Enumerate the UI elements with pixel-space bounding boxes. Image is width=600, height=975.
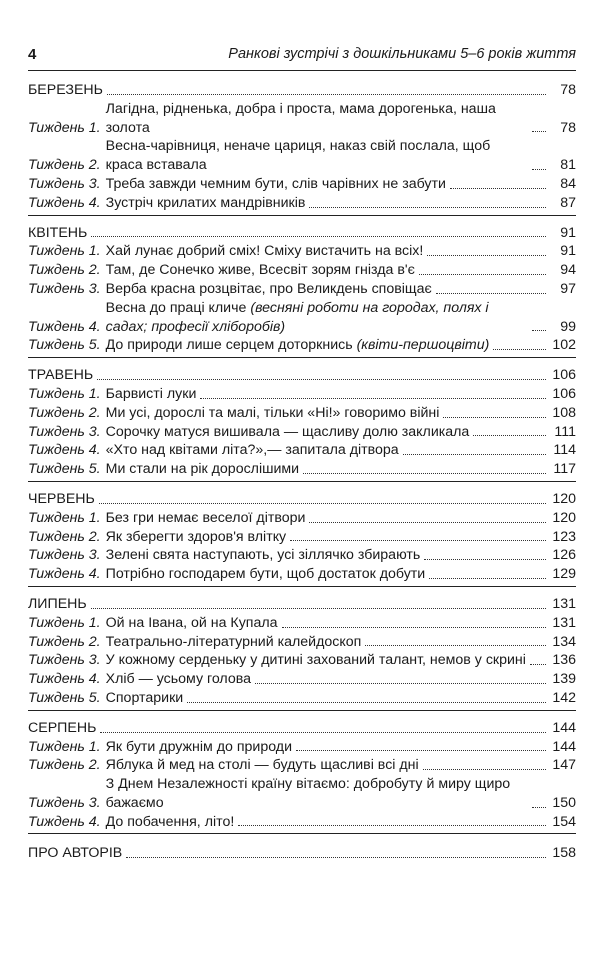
week-title-text: Лагідна, рідненька, добра і проста, мама дорогенька, наша золота: [105, 100, 496, 136]
dot-leader: [419, 274, 546, 275]
week-title: [106, 528, 287, 547]
page-ref: 147: [552, 757, 576, 774]
week-title-text: У кожному серденьку у дитині захований талант, немов у скрині: [105, 652, 526, 669]
page-ref: 106: [552, 367, 576, 384]
week-entry: [28, 689, 576, 708]
week-label: Тиждень 4.: [28, 671, 101, 688]
week-title-text: Ми усі, дорослі та малі, тільки «Ні!» говоримо війні: [105, 404, 440, 421]
week-entry: [28, 528, 576, 547]
week-entry: [28, 651, 576, 670]
week-entry: [28, 137, 576, 175]
week-title: [106, 441, 399, 460]
month-entry: [28, 490, 576, 509]
page-ref: 78: [560, 119, 576, 136]
page-ref: 139: [552, 671, 576, 688]
week-label: Тиждень 2.: [28, 262, 101, 279]
week-title-text: Треба завжди чемним бути, слів чарівних не забути: [105, 175, 446, 192]
week-title-text: Потрібно господарем бути, щоб достаток добути: [105, 566, 426, 583]
page-ref: 142: [552, 689, 576, 706]
week-title: [106, 299, 528, 337]
week-title-text: Барвисті луки: [105, 385, 197, 402]
running-title: Ранкові зустрічі з дошкільниками 5–6 років життя: [228, 46, 576, 62]
week-title-text: З Днем Незалежності країну вітаємо: добробуту й миру щиро бажаємо: [105, 776, 511, 811]
dot-leader: [187, 702, 546, 703]
dot-leader: [91, 236, 546, 237]
dot-leader: [365, 645, 546, 646]
week-entry: [28, 813, 576, 832]
page-header: [28, 40, 576, 71]
week-label: Тиждень 2.: [28, 157, 101, 174]
week-label: Тиждень 2.: [28, 757, 101, 774]
week-entry: [28, 423, 576, 442]
month-title: ТРАВЕНЬ: [28, 367, 94, 384]
dot-leader: [450, 188, 546, 189]
week-label: Тиждень 3.: [28, 423, 101, 440]
week-label: Тиждень 2.: [28, 528, 101, 545]
dot-leader: [100, 732, 546, 733]
authors-entry: [28, 844, 576, 863]
week-title: [106, 651, 526, 670]
week-entry: [28, 565, 576, 584]
week-entry: [28, 404, 576, 423]
week-label: Тиждень 4.: [28, 566, 101, 583]
page-ref: 126: [552, 547, 576, 564]
dot-leader: [97, 379, 546, 380]
week-entry: [28, 614, 576, 633]
month-entry: [28, 81, 576, 100]
authors-title: ПРО АВТОРІВ: [28, 845, 123, 862]
page-ref: 134: [552, 633, 576, 650]
week-title-text: До побачення, літо!: [105, 813, 235, 830]
week-title-text: Зустріч крилатих мандрівників: [105, 194, 306, 211]
week-title-text: Ми стали на рік дорослішими: [105, 461, 300, 478]
dot-leader: [309, 207, 546, 208]
week-label: Тиждень 3.: [28, 175, 101, 192]
week-label: Тиждень 1.: [28, 509, 101, 526]
page-ref: 144: [552, 719, 576, 736]
week-label: Тиждень 3.: [28, 652, 101, 669]
toc-section: [28, 490, 576, 587]
week-title: [106, 175, 446, 194]
week-entry: [28, 460, 576, 479]
week-label: Тиждень 5.: [28, 337, 101, 354]
page-ref: 91: [560, 243, 576, 260]
page-ref: 129: [552, 566, 576, 583]
week-title-text: Хай лунає добрий сміх! Сміху вистачить на всіх!: [105, 243, 424, 260]
dot-leader: [423, 769, 546, 770]
week-title-text: Весна до праці кличе: [105, 299, 247, 316]
week-title: [106, 614, 278, 633]
month-entry: [28, 719, 576, 738]
page-ref: 117: [553, 461, 576, 478]
week-entry: [28, 336, 576, 355]
page-ref: 91: [560, 224, 576, 241]
week-entry: [28, 242, 576, 261]
week-entry: [28, 385, 576, 404]
week-entry: [28, 509, 576, 528]
week-entry: [28, 194, 576, 213]
week-label: Тиждень 2.: [28, 633, 101, 650]
page-ref: 99: [560, 318, 576, 335]
page-ref: 150: [552, 794, 576, 811]
week-title-text: Як бути дружнім до природи: [105, 738, 293, 755]
week-label: Тиждень 1.: [28, 119, 101, 136]
week-entry: [28, 261, 576, 280]
page-ref: 123: [552, 528, 576, 545]
page-ref: 97: [560, 280, 576, 297]
week-title-note: (весняні роботи на городах, полях і садах; професії хліборобів): [105, 299, 489, 335]
week-entry: [28, 280, 576, 299]
week-entry: [28, 441, 576, 460]
week-title: [106, 100, 528, 138]
month-title: СЕРПЕНЬ: [28, 719, 97, 736]
month-entry: [28, 366, 576, 385]
week-title: [106, 633, 362, 652]
week-title-text: «Хто над квітами літа?»,— запитала дітвора: [105, 442, 399, 459]
week-title: [106, 261, 415, 280]
dot-leader: [532, 169, 546, 170]
week-title-text: Верба красна розцвітає, про Великдень сповіщає: [105, 280, 432, 297]
page-ref: 108: [552, 404, 576, 421]
page-ref: 136: [552, 652, 576, 669]
week-title-text: Весна-чарівниця, неначе цариця, наказ свій послала, щоб краса вставала: [105, 138, 491, 174]
page-number: 4: [28, 46, 37, 63]
dot-leader: [309, 522, 546, 523]
month-title: КВІТЕНЬ: [28, 224, 88, 241]
week-entry: [28, 738, 576, 757]
week-label: Тиждень 1.: [28, 738, 101, 755]
week-title-text: Спортарики: [105, 689, 184, 706]
week-title: [106, 689, 184, 708]
week-title: [106, 756, 419, 775]
dot-leader: [403, 454, 546, 455]
week-title-note: (квіти-першоцвіти): [356, 337, 490, 354]
page-ref: 131: [552, 595, 576, 612]
week-entry: [28, 175, 576, 194]
week-title: [106, 775, 528, 813]
dot-leader: [99, 503, 546, 504]
week-entry: [28, 546, 576, 565]
week-title: [106, 385, 197, 404]
week-title: [106, 423, 470, 442]
toc-section: [28, 366, 576, 482]
week-label: Тиждень 2.: [28, 404, 101, 421]
week-label: Тиждень 1.: [28, 385, 101, 402]
page-ref: 114: [553, 442, 576, 459]
week-title-text: Зелені свята наступають, усі зіллячко збирають: [105, 547, 421, 564]
dot-leader: [290, 540, 546, 541]
toc-section: [28, 224, 576, 359]
week-title-text: Без гри немає веселої дітвори: [105, 509, 306, 526]
page-ref: 102: [552, 337, 576, 354]
dot-leader: [296, 750, 546, 751]
week-title: [106, 404, 440, 423]
week-label: Тиждень 4.: [28, 318, 101, 335]
week-title: [106, 670, 251, 689]
week-title-text: Там, де Сонечко живе, Всесвіт зорям гнізда в'є: [105, 262, 415, 279]
page-ref: 131: [552, 614, 576, 631]
week-label: Тиждень 4.: [28, 813, 101, 830]
week-title: [106, 194, 306, 213]
week-label: Тиждень 5.: [28, 689, 101, 706]
page-ref: 84: [560, 175, 576, 192]
dot-leader: [427, 255, 546, 256]
week-entry: [28, 775, 576, 813]
dot-leader: [473, 435, 546, 436]
dot-leader: [91, 608, 546, 609]
page-ref: 144: [552, 738, 576, 755]
week-title: [106, 546, 421, 565]
week-title-text: Яблука й мед на столі — будуть щасливі всі дні: [105, 757, 419, 774]
week-label: Тиждень 3.: [28, 547, 101, 564]
week-label: Тиждень 1.: [28, 614, 101, 631]
week-title: [106, 137, 528, 175]
dot-leader: [303, 473, 546, 474]
toc-section: [28, 595, 576, 711]
dot-leader: [443, 417, 546, 418]
dot-leader: [530, 664, 546, 665]
page-ref: 87: [560, 194, 576, 211]
dot-leader: [532, 131, 546, 132]
page-ref: 120: [552, 490, 576, 507]
week-entry: [28, 670, 576, 689]
dot-leader: [282, 627, 546, 628]
week-title-text: Сорочку матуся вишивала — щасливу долю закликала: [105, 423, 470, 440]
week-label: Тиждень 4.: [28, 442, 101, 459]
month-entry: [28, 224, 576, 243]
week-title-text: Як зберегти здоров'я влітку: [105, 528, 287, 545]
dot-leader: [532, 330, 546, 331]
page-ref: 78: [560, 82, 576, 98]
page-ref: 154: [552, 813, 576, 830]
dot-leader: [200, 398, 546, 399]
week-title: [106, 242, 424, 261]
week-title: [106, 280, 432, 299]
week-title: [106, 813, 235, 832]
dot-leader: [126, 857, 546, 858]
week-title-text: До природи лише серцем доторкнись: [105, 337, 353, 354]
dot-leader: [436, 293, 546, 294]
toc-section: [28, 81, 576, 216]
page-ref: 94: [560, 262, 576, 279]
toc-section: [28, 719, 576, 835]
week-title-text: Ой на Івана, ой на Купала: [105, 614, 278, 631]
week-label: Тиждень 5.: [28, 461, 101, 478]
week-label: Тиждень 3.: [28, 794, 101, 811]
week-entry: [28, 756, 576, 775]
dot-leader: [255, 683, 546, 684]
table-of-contents: [28, 78, 576, 863]
week-entry: [28, 100, 576, 138]
dot-leader: [493, 349, 546, 350]
week-title: [106, 509, 306, 528]
week-title: [106, 460, 299, 479]
week-entry: [28, 299, 576, 337]
dot-leader: [424, 559, 546, 560]
page-ref: 158: [552, 845, 576, 862]
week-title: [106, 565, 426, 584]
dot-leader: [107, 94, 546, 95]
page-ref: 120: [552, 509, 576, 526]
dot-leader: [429, 578, 546, 579]
week-entry: [28, 633, 576, 652]
week-title: [106, 336, 490, 355]
page-ref: 111: [554, 423, 576, 440]
week-label: Тиждень 3.: [28, 280, 101, 297]
week-label: Тиждень 1.: [28, 243, 101, 260]
week-title: [106, 738, 292, 757]
month-title: БЕРЕЗЕНЬ: [28, 82, 103, 98]
dot-leader: [238, 825, 546, 826]
week-label: Тиждень 4.: [28, 194, 101, 211]
month-title: ЧЕРВЕНЬ: [28, 490, 95, 507]
week-title-text: Хліб — усьому голова: [105, 671, 252, 688]
dot-leader: [532, 807, 546, 808]
page-ref: 81: [560, 157, 576, 174]
week-title-text: Театрально-літературний калейдоскоп: [105, 633, 362, 650]
page-ref: 106: [552, 385, 576, 402]
month-entry: [28, 595, 576, 614]
month-title: ЛИПЕНЬ: [28, 595, 87, 612]
